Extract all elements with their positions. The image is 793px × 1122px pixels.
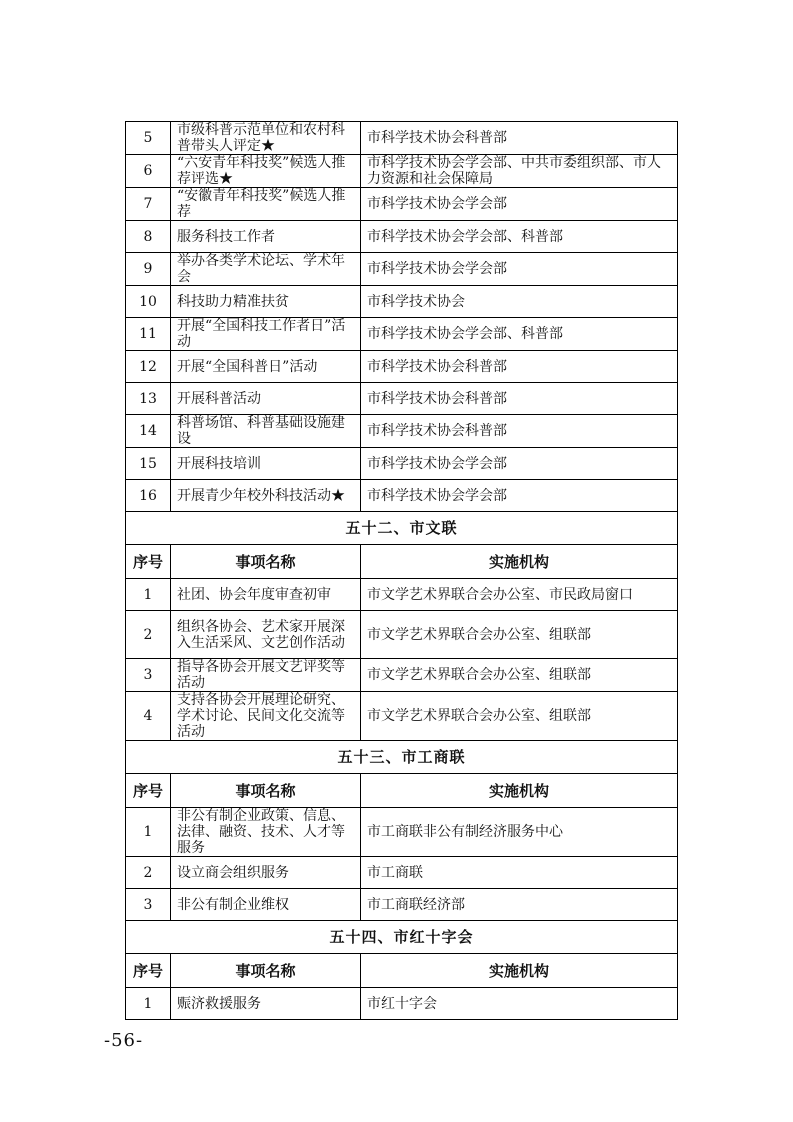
implementing-org: 市科学技术协会科普部 — [361, 351, 678, 383]
implementing-org: 市科学技术协会学会部 — [361, 253, 678, 286]
table-row — [126, 579, 678, 611]
header-row — [126, 545, 678, 579]
implementing-org: 市文学艺术界联合会办公室、组联部 — [361, 611, 678, 659]
header-name: 事项名称 — [171, 954, 361, 988]
item-name: 非公有制企业维权 — [171, 889, 361, 921]
implementing-org: 市科学技术协会学会部、科普部 — [361, 318, 678, 351]
item-number: 6 — [126, 155, 171, 188]
item-number: 3 — [126, 659, 171, 692]
section-title: 五十二、市文联 — [126, 512, 678, 545]
implementing-org: 市科学技术协会 — [361, 286, 678, 318]
implementing-org: 市工商联非公有制经济服务中心 — [361, 808, 678, 857]
section-title: 五十四、市红十字会 — [126, 921, 678, 954]
item-name: 举办各类学术论坛、学术年会 — [171, 253, 361, 286]
item-name: 设立商会组织服务 — [171, 857, 361, 889]
table-row — [126, 188, 678, 221]
table-row — [126, 611, 678, 659]
table-row — [126, 221, 678, 253]
section-title-row — [126, 921, 678, 954]
service-items-table — [125, 121, 678, 1020]
implementing-org: 市科学技术协会科普部 — [361, 383, 678, 415]
table-row — [126, 659, 678, 692]
item-number: 10 — [126, 286, 171, 318]
implementing-org: 市文学艺术界联合会办公室、组联部 — [361, 692, 678, 741]
header-no: 序号 — [126, 774, 171, 808]
item-number: 13 — [126, 383, 171, 415]
item-name: 开展青少年校外科技活动★ — [171, 480, 361, 512]
header-no: 序号 — [126, 954, 171, 988]
implementing-org: 市工商联 — [361, 857, 678, 889]
table-row — [126, 286, 678, 318]
header-row — [126, 774, 678, 808]
header-name: 事项名称 — [171, 545, 361, 579]
header-org: 实施机构 — [361, 545, 678, 579]
table-row — [126, 448, 678, 480]
table-row — [126, 122, 678, 155]
item-number: 8 — [126, 221, 171, 253]
item-name: 社团、协会年度审查初审 — [171, 579, 361, 611]
implementing-org: 市科学技术协会学会部、科普部 — [361, 221, 678, 253]
item-name: 开展科技培训 — [171, 448, 361, 480]
item-name: 开展科普活动 — [171, 383, 361, 415]
table-row — [126, 415, 678, 448]
item-number: 11 — [126, 318, 171, 351]
table-row — [126, 988, 678, 1020]
table-row — [126, 857, 678, 889]
item-name: 指导各协会开展文艺评奖等活动 — [171, 659, 361, 692]
item-name: 非公有制企业政策、信息、法律、融资、技术、人才等服务 — [171, 808, 361, 857]
item-name: 组织各协会、艺术家开展深入生活采风、文艺创作活动 — [171, 611, 361, 659]
header-org: 实施机构 — [361, 774, 678, 808]
implementing-org: 市红十字会 — [361, 988, 678, 1020]
item-name: “安徽青年科技奖”候选人推荐 — [171, 188, 361, 221]
implementing-org: 市文学艺术界联合会办公室、市民政局窗口 — [361, 579, 678, 611]
item-number: 5 — [126, 122, 171, 155]
header-no: 序号 — [126, 545, 171, 579]
item-number: 1 — [126, 988, 171, 1020]
item-number: 16 — [126, 480, 171, 512]
table-row — [126, 253, 678, 286]
table-row — [126, 480, 678, 512]
item-name: 科普场馆、科普基础设施建设 — [171, 415, 361, 448]
table-row — [126, 351, 678, 383]
table-row — [126, 155, 678, 188]
item-number: 14 — [126, 415, 171, 448]
item-number: 3 — [126, 889, 171, 921]
item-number: 4 — [126, 692, 171, 741]
implementing-org: 市科学技术协会科普部 — [361, 415, 678, 448]
item-name: 科技助力精准扶贫 — [171, 286, 361, 318]
header-row — [126, 954, 678, 988]
item-name: “六安青年科技奖”候选人推荐评选★ — [171, 155, 361, 188]
header-org: 实施机构 — [361, 954, 678, 988]
implementing-org: 市工商联经济部 — [361, 889, 678, 921]
header-name: 事项名称 — [171, 774, 361, 808]
item-number: 9 — [126, 253, 171, 286]
implementing-org: 市文学艺术界联合会办公室、组联部 — [361, 659, 678, 692]
table-row — [126, 383, 678, 415]
item-name: 开展“全国科技工作者日”活动 — [171, 318, 361, 351]
item-name: 开展“全国科普日”活动 — [171, 351, 361, 383]
table-body — [126, 122, 678, 1020]
implementing-org: 市科学技术协会科普部 — [361, 122, 678, 155]
section-title-row — [126, 741, 678, 774]
item-name: 赈济救援服务 — [171, 988, 361, 1020]
table-row — [126, 889, 678, 921]
item-number: 15 — [126, 448, 171, 480]
item-number: 7 — [126, 188, 171, 221]
page-number: -56- — [104, 1030, 144, 1051]
implementing-org: 市科学技术协会学会部 — [361, 480, 678, 512]
item-number: 2 — [126, 611, 171, 659]
table-row — [126, 318, 678, 351]
item-number: 2 — [126, 857, 171, 889]
item-number: 12 — [126, 351, 171, 383]
item-number: 1 — [126, 808, 171, 857]
item-name: 服务科技工作者 — [171, 221, 361, 253]
item-number: 1 — [126, 579, 171, 611]
item-name: 市级科普示范单位和农村科普带头人评定★ — [171, 122, 361, 155]
implementing-org: 市科学技术协会学会部 — [361, 448, 678, 480]
table-row — [126, 692, 678, 741]
implementing-org: 市科学技术协会学会部、中共市委组织部、市人力资源和社会保障局 — [361, 155, 678, 188]
item-name: 支持各协会开展理论研究、学术讨论、民间文化交流等活动 — [171, 692, 361, 741]
section-title-row — [126, 512, 678, 545]
section-title: 五十三、市工商联 — [126, 741, 678, 774]
implementing-org: 市科学技术协会学会部 — [361, 188, 678, 221]
table-row — [126, 808, 678, 857]
